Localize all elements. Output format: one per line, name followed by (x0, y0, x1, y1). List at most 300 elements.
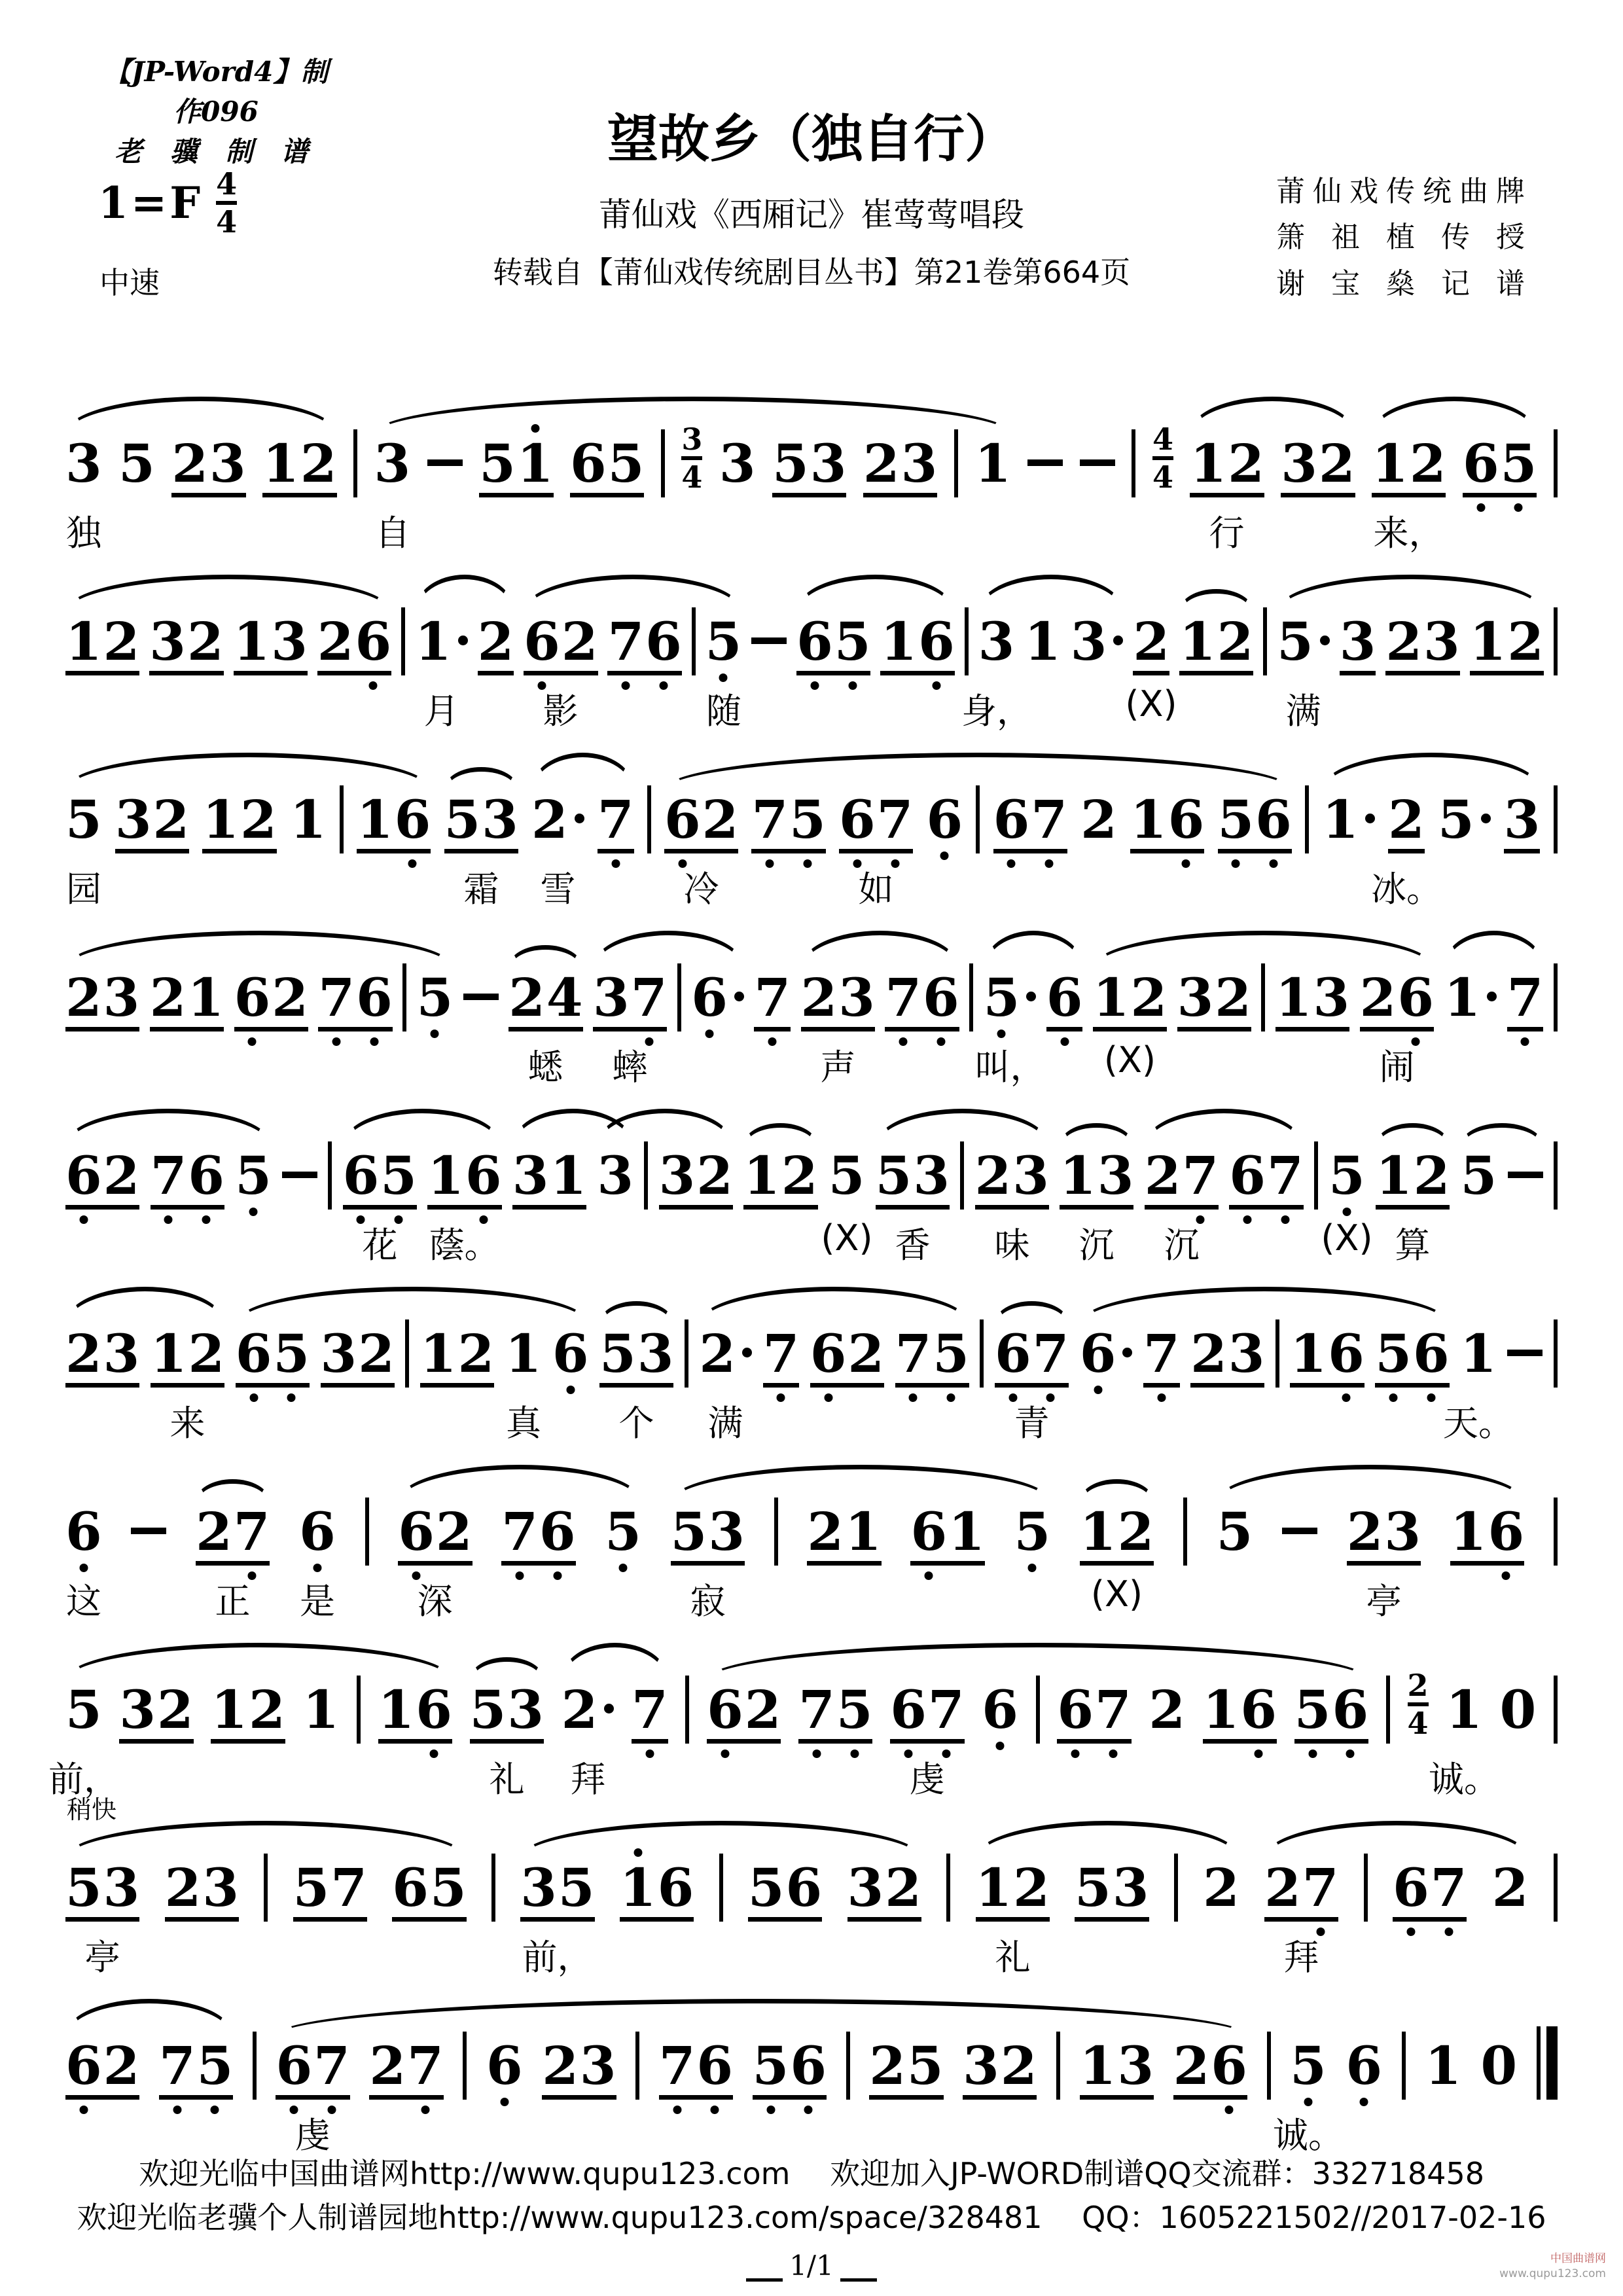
lyric-syllable: 霜 (463, 869, 499, 910)
barline (1554, 1854, 1558, 1922)
note (1229, 1145, 1304, 1207)
slur-arc (664, 753, 1292, 789)
note (1046, 967, 1083, 1029)
note-digit: 2 (1388, 789, 1425, 851)
barline (1554, 1498, 1558, 1566)
note (262, 433, 337, 495)
note (597, 789, 634, 851)
note (847, 1857, 921, 1919)
note-digit: 1 (880, 611, 918, 673)
note-digit: 7 (159, 2042, 196, 2090)
note-digit: 7 (607, 618, 644, 666)
note-digit: 2 (187, 611, 224, 673)
note-digit: 3 (901, 433, 938, 495)
note-digit: 3 (103, 1857, 140, 1919)
barline (1364, 1854, 1368, 1922)
tempo-mark: 稍快 (67, 1795, 117, 1824)
barline (1314, 1141, 1318, 1210)
note (196, 1501, 270, 1563)
note (1144, 1145, 1219, 1207)
slur-arc (512, 1109, 633, 1145)
note (374, 433, 411, 495)
note (863, 433, 938, 495)
note (743, 1145, 818, 1207)
lyric-syllable: 虔 (909, 1759, 945, 1800)
note-digit: 2 (561, 611, 598, 673)
note (171, 433, 246, 495)
note-digit: 3 (593, 967, 630, 1029)
note-digit: 2 (103, 611, 140, 673)
note (983, 967, 1037, 1029)
note-digit: 3 (482, 789, 518, 851)
note-digit: 1 (1275, 967, 1312, 1029)
note-digit: 3 (115, 789, 152, 851)
note-digit: 7 (597, 796, 634, 844)
lyrics-row (65, 844, 1558, 910)
lyrics-row (65, 1912, 1558, 1978)
slur-arc (978, 575, 1124, 611)
note-digit: 3 (978, 611, 1015, 673)
note-digit: 5 (118, 433, 155, 495)
note-digit: 1 (1425, 2035, 1461, 2097)
note-digit: 2 (164, 1857, 202, 1919)
note-digit: 5 (670, 1501, 707, 1563)
note-digit: 7 (895, 1330, 932, 1378)
note (632, 1679, 668, 1741)
lyric-syllable: 前， (522, 1937, 593, 1978)
lyric-syllable: 独 (66, 512, 101, 554)
notation-row (65, 1999, 1558, 2097)
note (320, 1323, 395, 1385)
note-digit: 1 (1376, 1145, 1412, 1207)
note-digit: 3 (1117, 2035, 1154, 2097)
barline (402, 963, 406, 1031)
note (119, 1679, 194, 1741)
note-digit: 3 (810, 433, 847, 495)
note (1469, 611, 1544, 673)
note-digit: 2 (1413, 1145, 1450, 1207)
note (469, 1679, 544, 1741)
lyric-syllable: 雪 (540, 869, 576, 910)
note-digit: 2 (1215, 967, 1251, 1029)
note (369, 2035, 444, 2097)
time-signature: 3 4 (681, 422, 703, 495)
note-digit: 1 (211, 1679, 248, 1741)
note (607, 611, 682, 673)
lyric-syllable: 这 (66, 1581, 101, 1622)
note-digit: 5 (1501, 440, 1537, 488)
note-digit: 2 (847, 1323, 885, 1385)
slur-arc (671, 1465, 1051, 1501)
note (828, 1145, 865, 1207)
lyrics-row (65, 1556, 1558, 1622)
slur-arc (1376, 1123, 1450, 1145)
note (978, 611, 1015, 673)
slur-arc (1190, 397, 1355, 433)
lyric-syllable: (X) (1090, 1573, 1143, 1615)
barline (340, 785, 344, 853)
note (289, 789, 327, 851)
credit-tradition: 莆仙戏传统曲牌 (1276, 175, 1525, 208)
barline (774, 1498, 778, 1566)
lyric-syllable: 算 (1395, 1225, 1431, 1266)
meter-numerator: 4 (216, 166, 238, 202)
credits (1276, 169, 1525, 307)
note-digit: 1 (202, 789, 240, 851)
note-digit: 7 (885, 974, 921, 1022)
lyrics-row (48, 1734, 1558, 1800)
note (1179, 611, 1254, 673)
note (149, 611, 224, 673)
note-digit: 6 (810, 1330, 847, 1378)
music-line (65, 1072, 1558, 1266)
note (1425, 2035, 1461, 2097)
barline (969, 963, 973, 1031)
dash (131, 1528, 166, 1534)
lyric-syllable: 蔭。 (429, 1225, 500, 1266)
note (1177, 967, 1251, 1029)
tempo-marking: 中速 (99, 265, 160, 300)
slur-arc (398, 1465, 641, 1501)
note-digit: 5 (1218, 796, 1255, 844)
barline (846, 2032, 850, 2100)
note-digit: 5 (1329, 1152, 1365, 1200)
note-digit: 1 (1372, 433, 1408, 495)
slur-arc (1372, 397, 1537, 433)
note (65, 1145, 140, 1207)
note-digit: 5 (1375, 1330, 1412, 1378)
note (552, 1323, 589, 1385)
source-note: 转载自【莆仙戏传统剧目丛书】第21卷第664页 (492, 255, 1131, 290)
note-digit: 5 (479, 433, 516, 495)
note (1216, 1501, 1253, 1563)
note-digit: 2 (1507, 611, 1544, 673)
note-digit: 1 (1060, 1145, 1096, 1207)
note (1437, 789, 1491, 851)
barline (960, 1141, 964, 1210)
barline (1036, 1676, 1040, 1744)
note-digit: 2 (103, 1145, 140, 1207)
note (605, 1501, 641, 1563)
barline (405, 1319, 409, 1388)
note (501, 1501, 576, 1563)
note-digit: 2 (1133, 611, 1170, 673)
barline (1132, 429, 1135, 497)
lyric-syllable: 冷 (683, 869, 719, 910)
note-digit: 1 (1024, 611, 1061, 673)
note-digit: 3 (597, 1145, 634, 1207)
note-digit: 6 (927, 796, 963, 844)
note-digit: 1 (974, 433, 1011, 495)
note-digit: 6 (1168, 796, 1205, 844)
note-digit: 7 (407, 2042, 444, 2090)
note-digit: 3 (838, 967, 875, 1029)
note (1024, 611, 1061, 673)
note-digit: 2 (1117, 1501, 1154, 1563)
note-digit: 3 (637, 1323, 674, 1385)
lyric-syllable: 随 (706, 691, 741, 732)
note-digit: 0 (1480, 2035, 1518, 2097)
slur-arc (1060, 1123, 1133, 1145)
page-number (0, 2250, 1623, 2282)
note (754, 967, 791, 1029)
note-digit: 5 (1277, 611, 1313, 673)
note (512, 1145, 587, 1207)
note-digit: 7 (659, 2042, 696, 2090)
note (839, 789, 914, 851)
note (664, 789, 739, 851)
music-line (65, 360, 1558, 554)
lyric-syllable: 来 (169, 1403, 205, 1444)
slur-arc (65, 1643, 452, 1679)
meter-denominator: 4 (216, 201, 237, 237)
note (477, 611, 514, 673)
note-digit: 2 (699, 1323, 736, 1385)
note (963, 2035, 1037, 2097)
page-number-value: 1/1 (789, 2250, 834, 2282)
slur-arc (1322, 753, 1541, 789)
note-digit: 5 (875, 1145, 912, 1207)
music-line (65, 1962, 1558, 2156)
lyric-syllable: 诚。 (1273, 2115, 1344, 2156)
maker-line1: 【JP-Word4】制作096 (103, 56, 329, 128)
note (531, 789, 584, 851)
note (597, 1145, 634, 1207)
note-digit: 3 (913, 1145, 950, 1207)
lyric-syllable: 声 (820, 1047, 856, 1088)
note-digit: 5 (607, 433, 645, 495)
note-digit: 3 (1097, 1145, 1134, 1207)
note-digit: 6 (1328, 1330, 1364, 1378)
barline (264, 1854, 268, 1922)
lyrics-row (65, 666, 1558, 732)
slur-arc (562, 1643, 668, 1679)
note-digit: 5 (834, 618, 871, 666)
note-digit: 7 (1267, 1152, 1304, 1200)
lyric-syllable: (X) (1321, 1217, 1373, 1259)
credit-teacher: 箫祖植传授 (1276, 221, 1525, 255)
note-digit: 1 (378, 1679, 415, 1741)
note-digit: 7 (318, 974, 355, 1022)
note (1462, 433, 1537, 495)
note-digit: 6 (276, 2042, 312, 2090)
note (520, 1857, 595, 1919)
note-digit: 6 (416, 1686, 452, 1734)
lyric-syllable: 冰。 (1371, 869, 1442, 910)
note (65, 1857, 140, 1919)
dash (1507, 1350, 1543, 1356)
lyric-syllable: 拜 (570, 1759, 606, 1800)
note-digit: 3 (1313, 967, 1350, 1029)
note-digit: 7 (1033, 1330, 1069, 1378)
note-digit: 2 (1346, 1501, 1383, 1563)
note (910, 1501, 985, 1563)
barline (719, 1854, 723, 1922)
slur-arc (276, 1999, 1247, 2036)
note-digit: 3 (1177, 967, 1214, 1029)
slur-arc (531, 753, 634, 789)
lyric-syllable: 闹 (1379, 1047, 1415, 1088)
footer-line1: 欢迎光临中国曲谱网http://www.qupu123.com 欢迎加入JP-WORD制谱QQ交流群：332718458 (138, 2156, 1485, 2191)
note (398, 1501, 473, 1563)
note (926, 789, 963, 851)
note (994, 1323, 1069, 1385)
note-digit: 3 (579, 2035, 616, 2097)
note-digit: 1 (975, 1857, 1012, 1919)
slur-arc (65, 1821, 466, 1857)
barline (1554, 1319, 1558, 1388)
slur-arc (599, 1301, 673, 1323)
lyric-syllable: 真 (506, 1403, 541, 1444)
note (1322, 789, 1375, 851)
augmentation-dot (742, 1348, 752, 1357)
note-digit: 1 (427, 1145, 464, 1207)
barline (1267, 2032, 1271, 2100)
slur-arc (65, 1999, 233, 2036)
lyric-syllable: 蟀 (612, 1047, 648, 1088)
note-digit: 6 (236, 1330, 272, 1378)
note-digit: 3 (103, 967, 140, 1029)
note-digit: 7 (1095, 1686, 1132, 1734)
note (1460, 1145, 1497, 1207)
note-digit: 1 (187, 967, 224, 1029)
barline (954, 429, 958, 497)
note-digit: 6 (839, 796, 876, 844)
note (1507, 967, 1544, 1029)
note (542, 2035, 616, 2097)
header (0, 52, 1623, 360)
dash (463, 994, 499, 1000)
note (479, 433, 554, 495)
note (1203, 1857, 1240, 1919)
note-digit: 5 (65, 789, 102, 851)
dash (1508, 1172, 1543, 1178)
slur-arc (801, 931, 959, 967)
augmentation-dot (734, 992, 744, 1001)
note-digit: 2 (807, 1501, 844, 1563)
note-digit: 3 (374, 433, 411, 495)
note-digit: 7 (501, 1508, 538, 1556)
lyric-syllable: 花 (362, 1225, 398, 1266)
note-digit: 6 (664, 796, 701, 844)
subtitle: 莆仙戏《西厢记》崔莺莺唱段 (599, 196, 1024, 234)
note (880, 611, 955, 673)
note-digit: 2 (157, 1679, 194, 1741)
slur-arc (699, 1287, 969, 1323)
note-digit: 5 (789, 796, 826, 844)
note-digit: 2 (1491, 1857, 1529, 1919)
note-digit: 3 (149, 611, 186, 673)
barline (353, 429, 357, 497)
lyric-syllable: 亭 (1366, 1581, 1402, 1622)
augmentation-dot (604, 1704, 614, 1713)
slur-arc (444, 767, 518, 789)
note-digit: 6 (343, 1152, 380, 1200)
slur-arc (1461, 1123, 1543, 1145)
note-digit: 6 (1488, 1508, 1524, 1556)
page-number-rule-right (840, 2256, 877, 2282)
note-digit: 6 (486, 2042, 523, 2090)
note (378, 1679, 452, 1741)
augmentation-dot (1365, 814, 1375, 823)
note-digit: 2 (542, 2035, 579, 2097)
note-digit: 1 (419, 1323, 457, 1385)
slur-arc (707, 1643, 1368, 1679)
slur-arc (976, 1821, 1240, 1857)
note-digit: 2 (65, 1323, 102, 1385)
augmentation-dot (1487, 992, 1497, 1001)
note (798, 1679, 873, 1741)
notation-row (65, 1821, 1558, 1919)
lyric-syllable: 寂 (690, 1581, 726, 1622)
barline (644, 1141, 648, 1210)
note-digit: 6 (65, 1152, 102, 1200)
note-digit: 1 (289, 789, 327, 851)
note (1202, 1679, 1277, 1741)
note-digit: 6 (982, 1686, 1018, 1734)
note-digit: 4 (546, 967, 583, 1029)
notation-row (65, 931, 1558, 1029)
note (1190, 1323, 1265, 1385)
note-digit: 6 (524, 618, 560, 666)
note-digit: 1 (1202, 1679, 1240, 1741)
note (1264, 1857, 1339, 1919)
note-digit: 6 (1255, 796, 1292, 844)
lyrics-row (65, 1022, 1558, 1088)
high-octave-dot (531, 424, 539, 433)
note-digit: 5 (836, 1686, 873, 1734)
lyric-syllable: 味 (994, 1225, 1030, 1266)
lyrics-row (65, 1200, 1558, 1266)
barline (1554, 785, 1558, 853)
notation-row (65, 397, 1558, 495)
augmentation-dot (1113, 636, 1123, 645)
note-digit: 1 (1290, 1323, 1327, 1385)
barline (1275, 1319, 1279, 1388)
note (1385, 611, 1460, 673)
note (1503, 789, 1541, 851)
slur-arc (876, 1109, 1049, 1145)
note (810, 1323, 885, 1385)
dash (282, 1172, 317, 1178)
note-digit: 5 (772, 433, 809, 495)
note (235, 1323, 310, 1385)
note-digit: 5 (933, 1330, 969, 1378)
note (875, 1145, 950, 1207)
note-digit: 6 (234, 974, 271, 1022)
lyric-syllable: 满 (707, 1403, 743, 1444)
note (1277, 611, 1330, 673)
final-barline (1537, 2026, 1558, 2100)
notation-row (65, 575, 1558, 673)
slur-arc (520, 1821, 921, 1857)
note (1359, 967, 1434, 1029)
note-digit: 5 (65, 1679, 102, 1741)
note-digit: 2 (272, 967, 308, 1029)
score (0, 360, 1623, 2156)
augmentation-dot (1481, 814, 1491, 823)
lyric-syllable: (X) (821, 1217, 873, 1259)
note-digit: 6 (1393, 1864, 1429, 1912)
note (293, 1857, 367, 1919)
note (1450, 1501, 1525, 1563)
barline (1183, 1498, 1187, 1566)
note-digit: 6 (65, 1508, 102, 1556)
barline (1261, 963, 1265, 1031)
note-digit: 2 (885, 1857, 921, 1919)
note-digit: 6 (355, 618, 391, 666)
note-digit: 7 (1182, 1152, 1219, 1200)
